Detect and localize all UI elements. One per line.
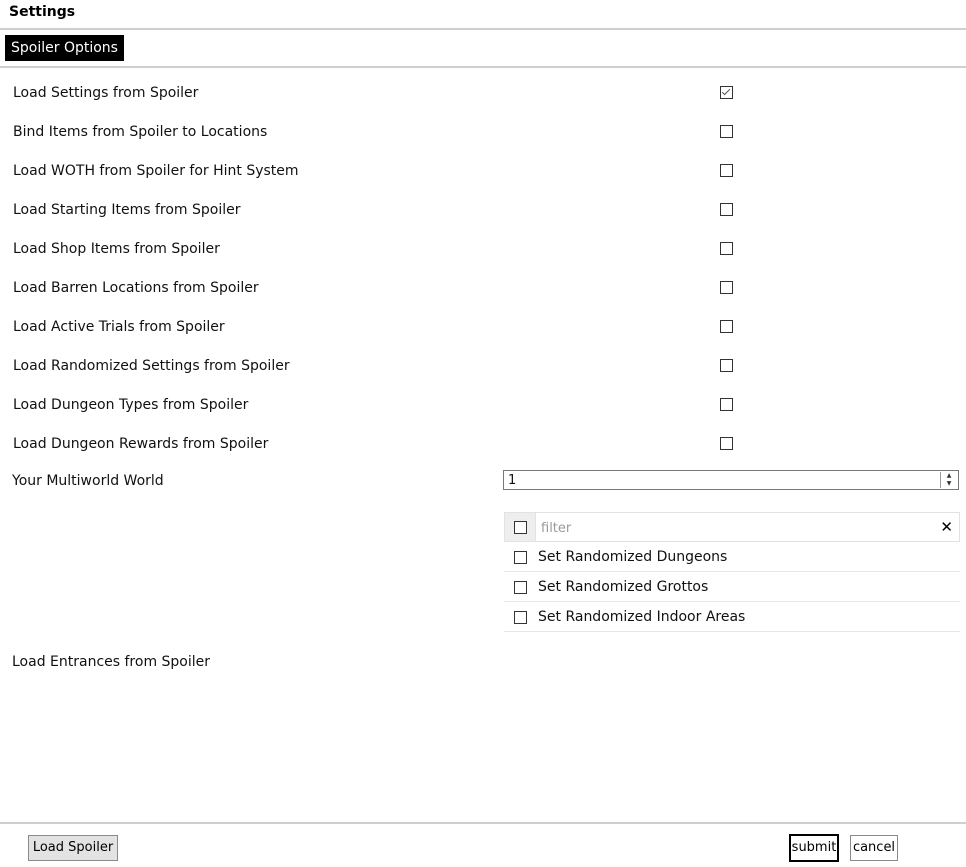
randomized-dungeons-checkbox[interactable]	[514, 551, 527, 564]
load-shop-items-checkbox[interactable]	[720, 242, 733, 255]
load-dungeon-types-checkbox[interactable]	[720, 398, 733, 411]
option-label: Load Dungeon Rewards from Spoiler	[13, 436, 269, 452]
clear-filter-icon[interactable]: ✕	[940, 518, 953, 536]
option-label: Bind Items from Spoiler to Locations	[13, 124, 268, 140]
spin-down-icon[interactable]: ▼	[946, 480, 952, 487]
option-label: Load Dungeon Types from Spoiler	[13, 397, 249, 413]
load-starting-items-checkbox[interactable]	[720, 203, 733, 216]
list-item-label: Set Randomized Indoor Areas	[538, 609, 746, 625]
list-item[interactable]	[504, 602, 960, 632]
multiworld-label: Your Multiworld World	[12, 473, 164, 489]
option-label: Load Randomized Settings from Spoiler	[13, 358, 290, 374]
cancel-button[interactable]: cancel	[850, 835, 898, 861]
load-settings-checkbox[interactable]	[720, 86, 733, 99]
option-label: Load WOTH from Spoiler for Hint System	[13, 163, 299, 179]
submit-button[interactable]: submit	[789, 834, 839, 862]
divider	[0, 66, 966, 68]
tab-spoiler-options[interactable]: Spoiler Options	[5, 35, 124, 61]
divider	[0, 28, 966, 30]
filter-row	[504, 512, 960, 542]
load-dungeon-rewards-checkbox[interactable]	[720, 437, 733, 450]
option-label: Load Barren Locations from Spoiler	[13, 280, 259, 296]
option-label: Load Settings from Spoiler	[13, 85, 199, 101]
load-barren-locations-checkbox[interactable]	[720, 281, 733, 294]
spin-up-icon[interactable]: ▲	[946, 472, 952, 479]
load-randomized-settings-checkbox[interactable]	[720, 359, 733, 372]
list-item[interactable]	[504, 572, 960, 602]
randomized-indoor-areas-checkbox[interactable]	[514, 611, 527, 624]
filter-input[interactable]	[539, 517, 923, 539]
option-label: Load Active Trials from Spoiler	[13, 319, 225, 335]
entrance-options-list	[504, 512, 960, 632]
multiworld-spinbox[interactable]	[503, 470, 959, 490]
divider	[0, 822, 966, 824]
bind-items-checkbox[interactable]	[720, 125, 733, 138]
list-item[interactable]	[504, 542, 960, 572]
list-item-label: Set Randomized Grottos	[538, 579, 709, 595]
load-entrances-label: Load Entrances from Spoiler	[12, 654, 211, 670]
select-all-cell	[505, 513, 536, 541]
option-label: Load Starting Items from Spoiler	[13, 202, 241, 218]
load-active-trials-checkbox[interactable]	[720, 320, 733, 333]
load-spoiler-button[interactable]: Load Spoiler	[28, 835, 118, 861]
select-all-checkbox[interactable]	[514, 521, 527, 534]
load-woth-checkbox[interactable]	[720, 164, 733, 177]
multiworld-value[interactable]: 1	[508, 473, 517, 488]
spin-buttons	[940, 472, 957, 488]
list-item-label: Set Randomized Dungeons	[538, 549, 728, 565]
window-title: Settings	[9, 4, 76, 20]
randomized-grottos-checkbox[interactable]	[514, 581, 527, 594]
option-label: Load Shop Items from Spoiler	[13, 241, 220, 257]
